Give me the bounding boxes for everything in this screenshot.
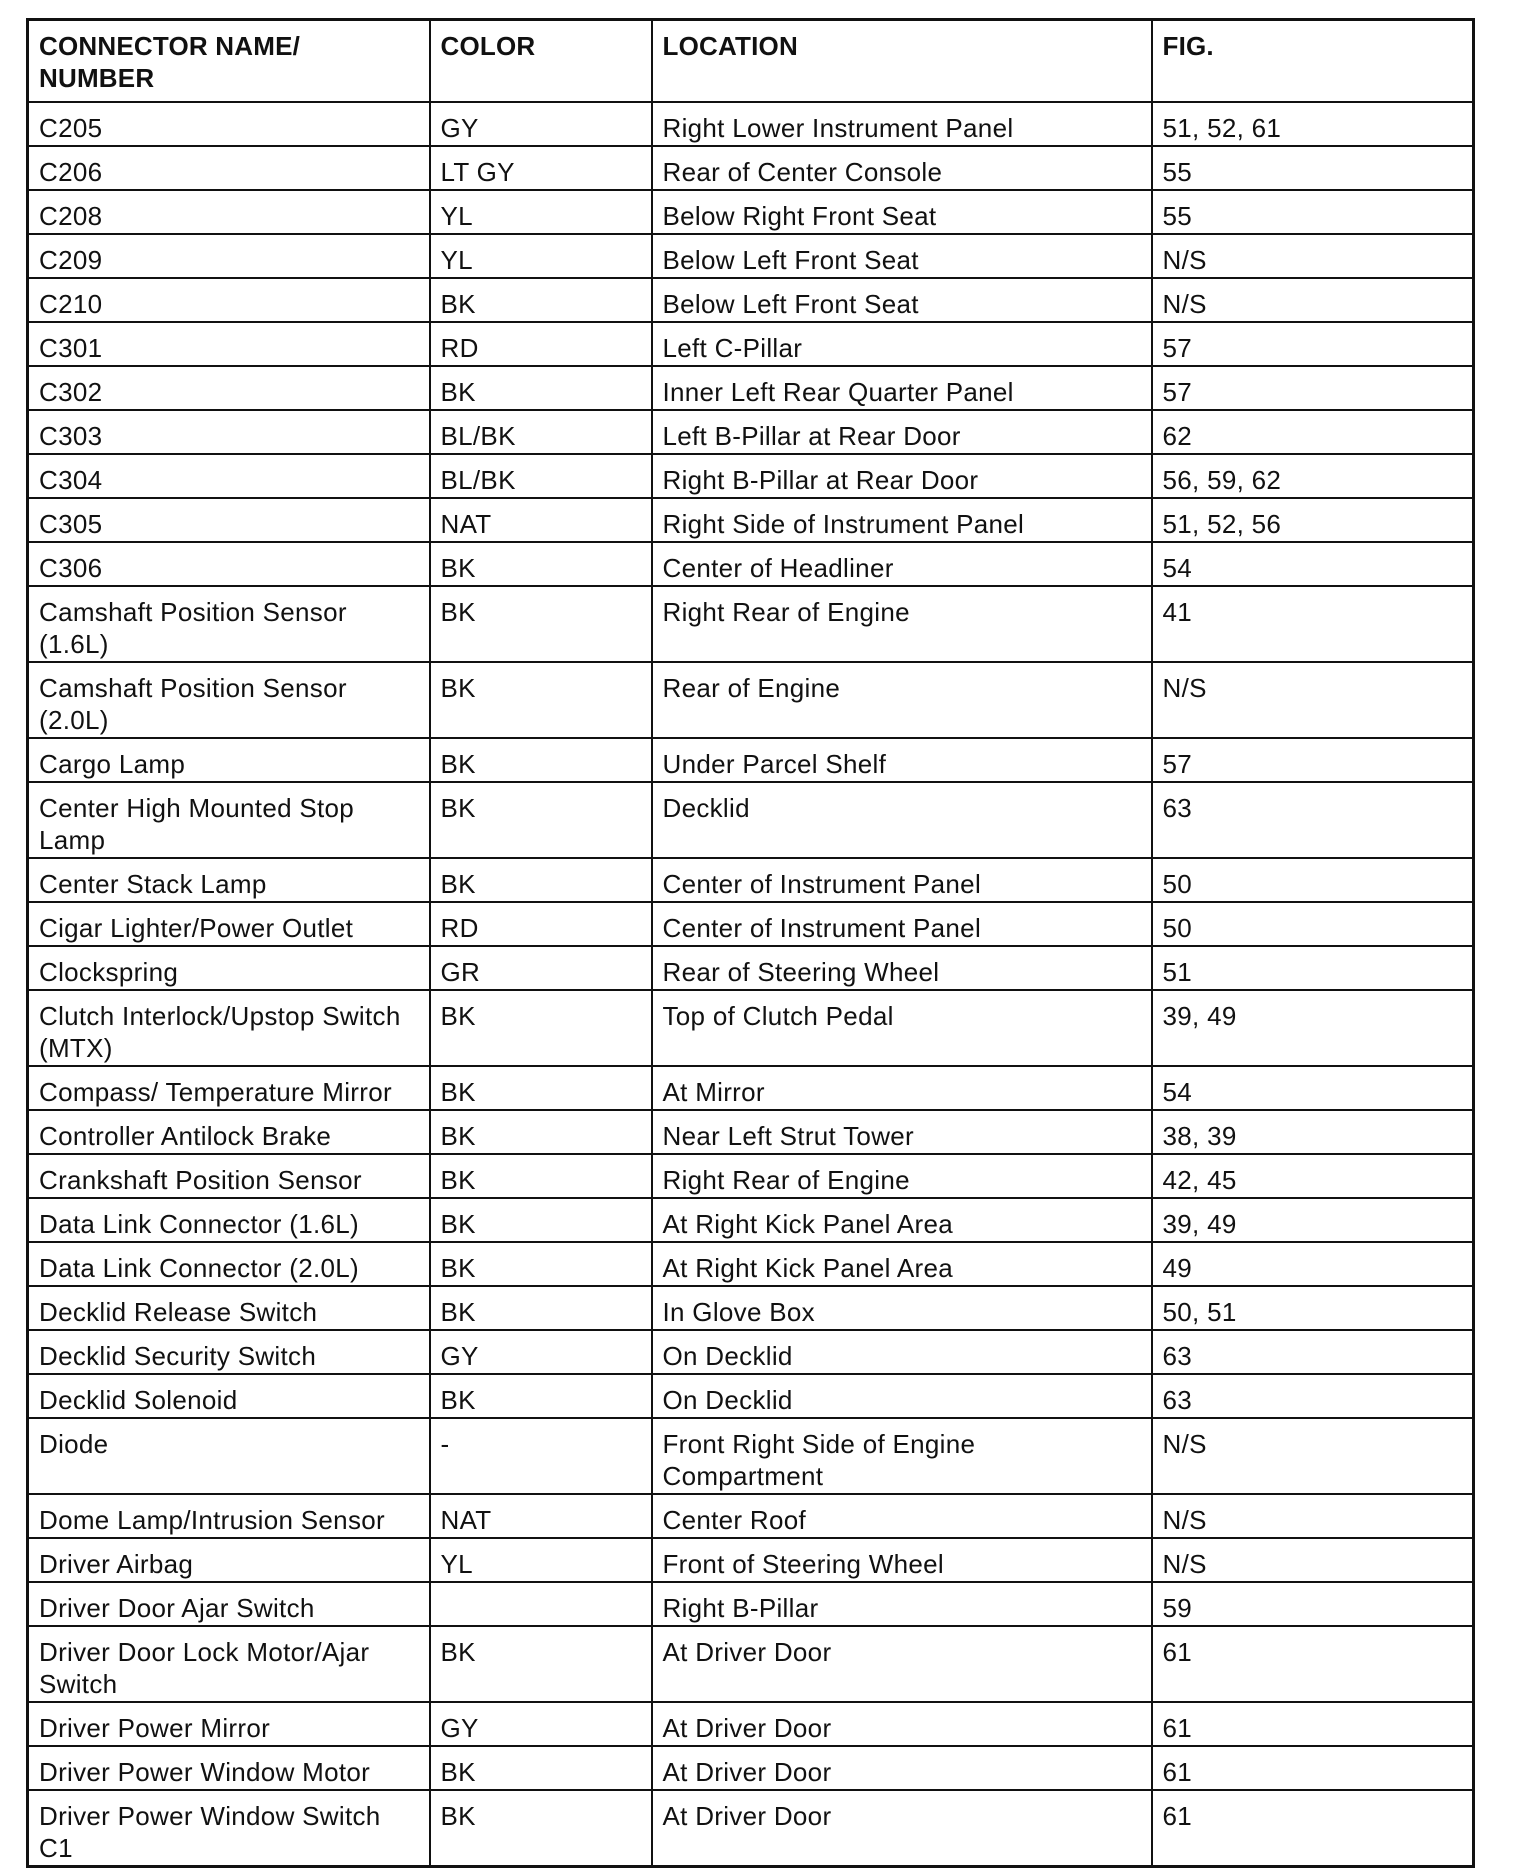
cell-color: BK	[430, 1286, 652, 1330]
cell-connector-name: Cigar Lighter/Power Outlet	[28, 902, 430, 946]
table-row	[28, 1286, 1474, 1330]
cell-color: RD	[430, 322, 652, 366]
cell-connector-name: Camshaft Position Sensor (2.0L)	[28, 662, 430, 738]
cell-location: Near Left Strut Tower	[652, 1110, 1152, 1154]
header-color: COLOR	[430, 20, 652, 103]
cell-color: RD	[430, 902, 652, 946]
cell-location: Inner Left Rear Quarter Panel	[652, 366, 1152, 410]
cell-location: Under Parcel Shelf	[652, 738, 1152, 782]
header-row	[28, 20, 1474, 103]
cell-location: In Glove Box	[652, 1286, 1152, 1330]
cell-connector-name: Center Stack Lamp	[28, 858, 430, 902]
table-row	[28, 1626, 1474, 1702]
cell-fig: N/S	[1152, 1494, 1474, 1538]
cell-location: Decklid	[652, 782, 1152, 858]
table-row	[28, 234, 1474, 278]
cell-color: BK	[430, 1066, 652, 1110]
cell-connector-name: Data Link Connector (2.0L)	[28, 1242, 430, 1286]
cell-color	[430, 1582, 652, 1626]
cell-location: Right Side of Instrument Panel	[652, 498, 1152, 542]
table-row	[28, 1582, 1474, 1626]
cell-fig: 63	[1152, 1374, 1474, 1418]
table-row	[28, 102, 1474, 146]
cell-connector-name: C304	[28, 454, 430, 498]
table-row	[28, 542, 1474, 586]
table-header	[28, 20, 1474, 103]
cell-fig: 62	[1152, 410, 1474, 454]
cell-color: YL	[430, 1538, 652, 1582]
cell-location: At Mirror	[652, 1066, 1152, 1110]
cell-color: BK	[430, 1790, 652, 1867]
cell-fig: 61	[1152, 1746, 1474, 1790]
cell-fig: 61	[1152, 1702, 1474, 1746]
cell-fig: N/S	[1152, 1418, 1474, 1494]
table-row	[28, 1110, 1474, 1154]
cell-connector-name: Driver Door Lock Motor/Ajar Switch	[28, 1626, 430, 1702]
cell-location: Center of Headliner	[652, 542, 1152, 586]
table-row	[28, 1198, 1474, 1242]
cell-fig: 57	[1152, 322, 1474, 366]
cell-connector-name: C208	[28, 190, 430, 234]
cell-connector-name: Driver Door Ajar Switch	[28, 1582, 430, 1626]
cell-color: BL/BK	[430, 410, 652, 454]
table-row	[28, 1538, 1474, 1582]
cell-location: Center of Instrument Panel	[652, 902, 1152, 946]
cell-fig: 39, 49	[1152, 990, 1474, 1066]
cell-location: Center of Instrument Panel	[652, 858, 1152, 902]
cell-connector-name: C206	[28, 146, 430, 190]
cell-connector-name: Cargo Lamp	[28, 738, 430, 782]
cell-connector-name: Driver Power Window Switch C1	[28, 1790, 430, 1867]
cell-location: Below Left Front Seat	[652, 234, 1152, 278]
cell-location: Rear of Engine	[652, 662, 1152, 738]
table-row	[28, 146, 1474, 190]
cell-color: BK	[430, 990, 652, 1066]
cell-fig: 51	[1152, 946, 1474, 990]
cell-location: Right Rear of Engine	[652, 586, 1152, 662]
cell-color: GY	[430, 1702, 652, 1746]
cell-fig: 51, 52, 61	[1152, 102, 1474, 146]
table-row	[28, 1374, 1474, 1418]
cell-fig: 57	[1152, 738, 1474, 782]
cell-fig: 49	[1152, 1242, 1474, 1286]
cell-fig: 54	[1152, 542, 1474, 586]
cell-fig: 63	[1152, 1330, 1474, 1374]
cell-fig: 39, 49	[1152, 1198, 1474, 1242]
cell-fig: 42, 45	[1152, 1154, 1474, 1198]
table-row	[28, 1702, 1474, 1746]
cell-location: Rear of Center Console	[652, 146, 1152, 190]
cell-color: BK	[430, 1154, 652, 1198]
cell-fig: 50, 51	[1152, 1286, 1474, 1330]
table-row	[28, 586, 1474, 662]
cell-location: Left B-Pillar at Rear Door	[652, 410, 1152, 454]
cell-connector-name: Compass/ Temperature Mirror	[28, 1066, 430, 1110]
cell-fig: 63	[1152, 782, 1474, 858]
cell-color: GR	[430, 946, 652, 990]
cell-location: At Driver Door	[652, 1746, 1152, 1790]
cell-connector-name: C301	[28, 322, 430, 366]
cell-color: BK	[430, 1746, 652, 1790]
cell-connector-name: Driver Airbag	[28, 1538, 430, 1582]
cell-connector-name: C306	[28, 542, 430, 586]
table-row	[28, 454, 1474, 498]
cell-location: Below Left Front Seat	[652, 278, 1152, 322]
cell-fig: 38, 39	[1152, 1110, 1474, 1154]
cell-location: Top of Clutch Pedal	[652, 990, 1152, 1066]
cell-color: BK	[430, 542, 652, 586]
table-row	[28, 738, 1474, 782]
cell-location: Right Lower Instrument Panel	[652, 102, 1152, 146]
cell-location: Front of Steering Wheel	[652, 1538, 1152, 1582]
cell-connector-name: Decklid Solenoid	[28, 1374, 430, 1418]
cell-fig: N/S	[1152, 234, 1474, 278]
table-row	[28, 498, 1474, 542]
cell-connector-name: Decklid Security Switch	[28, 1330, 430, 1374]
cell-color: NAT	[430, 498, 652, 542]
cell-location: At Right Kick Panel Area	[652, 1198, 1152, 1242]
table-row	[28, 1154, 1474, 1198]
cell-connector-name: Camshaft Position Sensor (1.6L)	[28, 586, 430, 662]
cell-connector-name: Diode	[28, 1418, 430, 1494]
cell-fig: 50	[1152, 902, 1474, 946]
cell-connector-name: Decklid Release Switch	[28, 1286, 430, 1330]
cell-color: BK	[430, 366, 652, 410]
table-row	[28, 1418, 1474, 1494]
cell-fig: 51, 52, 56	[1152, 498, 1474, 542]
cell-connector-name: C210	[28, 278, 430, 322]
cell-connector-name: Crankshaft Position Sensor	[28, 1154, 430, 1198]
cell-connector-name: Clockspring	[28, 946, 430, 990]
cell-color: BK	[430, 586, 652, 662]
cell-color: GY	[430, 1330, 652, 1374]
cell-location: Front Right Side of Engine Compartment	[652, 1418, 1152, 1494]
cell-color: -	[430, 1418, 652, 1494]
cell-fig: 59	[1152, 1582, 1474, 1626]
cell-color: BK	[430, 278, 652, 322]
cell-fig: 56, 59, 62	[1152, 454, 1474, 498]
cell-fig: 61	[1152, 1626, 1474, 1702]
cell-location: Right Rear of Engine	[652, 1154, 1152, 1198]
cell-fig: 55	[1152, 146, 1474, 190]
cell-color: YL	[430, 190, 652, 234]
cell-fig: N/S	[1152, 1538, 1474, 1582]
table-row	[28, 1330, 1474, 1374]
cell-connector-name: Dome Lamp/Intrusion Sensor	[28, 1494, 430, 1538]
cell-fig: 41	[1152, 586, 1474, 662]
table-row	[28, 990, 1474, 1066]
cell-fig: N/S	[1152, 662, 1474, 738]
cell-location: Right B-Pillar at Rear Door	[652, 454, 1152, 498]
cell-color: BK	[430, 858, 652, 902]
table-row	[28, 366, 1474, 410]
header-location: LOCATION	[652, 20, 1152, 103]
cell-connector-name: Driver Power Mirror	[28, 1702, 430, 1746]
cell-color: BK	[430, 1198, 652, 1242]
cell-location: At Driver Door	[652, 1790, 1152, 1867]
table-row	[28, 322, 1474, 366]
cell-location: On Decklid	[652, 1374, 1152, 1418]
cell-color: BK	[430, 1374, 652, 1418]
cell-connector-name: Driver Power Window Motor	[28, 1746, 430, 1790]
table-row	[28, 1790, 1474, 1867]
table-row	[28, 902, 1474, 946]
cell-location: At Driver Door	[652, 1702, 1152, 1746]
cell-location: At Driver Door	[652, 1626, 1152, 1702]
cell-fig: 55	[1152, 190, 1474, 234]
cell-fig: 50	[1152, 858, 1474, 902]
cell-color: NAT	[430, 1494, 652, 1538]
cell-location: Center Roof	[652, 1494, 1152, 1538]
header-connector-name: CONNECTOR NAME/ NUMBER	[28, 20, 430, 103]
table-row	[28, 946, 1474, 990]
table-row	[28, 1494, 1474, 1538]
cell-fig: 54	[1152, 1066, 1474, 1110]
table-body	[28, 102, 1474, 1867]
table-row	[28, 1066, 1474, 1110]
cell-location: At Right Kick Panel Area	[652, 1242, 1152, 1286]
header-fig: FIG.	[1152, 20, 1474, 103]
cell-color: BK	[430, 1110, 652, 1154]
cell-color: BK	[430, 1626, 652, 1702]
cell-connector-name: Center High Mounted Stop Lamp	[28, 782, 430, 858]
cell-fig: N/S	[1152, 278, 1474, 322]
table-row	[28, 190, 1474, 234]
cell-fig: 57	[1152, 366, 1474, 410]
table-row	[28, 1242, 1474, 1286]
cell-color: GY	[430, 102, 652, 146]
cell-fig: 61	[1152, 1790, 1474, 1867]
cell-location: Right B-Pillar	[652, 1582, 1152, 1626]
cell-location: Rear of Steering Wheel	[652, 946, 1152, 990]
connector-table	[26, 18, 1475, 1868]
table-row	[28, 1746, 1474, 1790]
table-row	[28, 858, 1474, 902]
cell-connector-name: Clutch Interlock/Upstop Switch (MTX)	[28, 990, 430, 1066]
cell-connector-name: Controller Antilock Brake	[28, 1110, 430, 1154]
cell-location: Below Right Front Seat	[652, 190, 1152, 234]
cell-color: BK	[430, 782, 652, 858]
cell-connector-name: C305	[28, 498, 430, 542]
cell-connector-name: Data Link Connector (1.6L)	[28, 1198, 430, 1242]
cell-color: LT GY	[430, 146, 652, 190]
cell-color: BK	[430, 738, 652, 782]
cell-color: BL/BK	[430, 454, 652, 498]
cell-color: BK	[430, 1242, 652, 1286]
cell-connector-name: C205	[28, 102, 430, 146]
table-row	[28, 410, 1474, 454]
cell-color: BK	[430, 662, 652, 738]
cell-location: Left C-Pillar	[652, 322, 1152, 366]
table-row	[28, 782, 1474, 858]
cell-connector-name: C302	[28, 366, 430, 410]
cell-location: On Decklid	[652, 1330, 1152, 1374]
cell-connector-name: C209	[28, 234, 430, 278]
table-row	[28, 278, 1474, 322]
cell-connector-name: C303	[28, 410, 430, 454]
cell-color: YL	[430, 234, 652, 278]
table-row	[28, 662, 1474, 738]
